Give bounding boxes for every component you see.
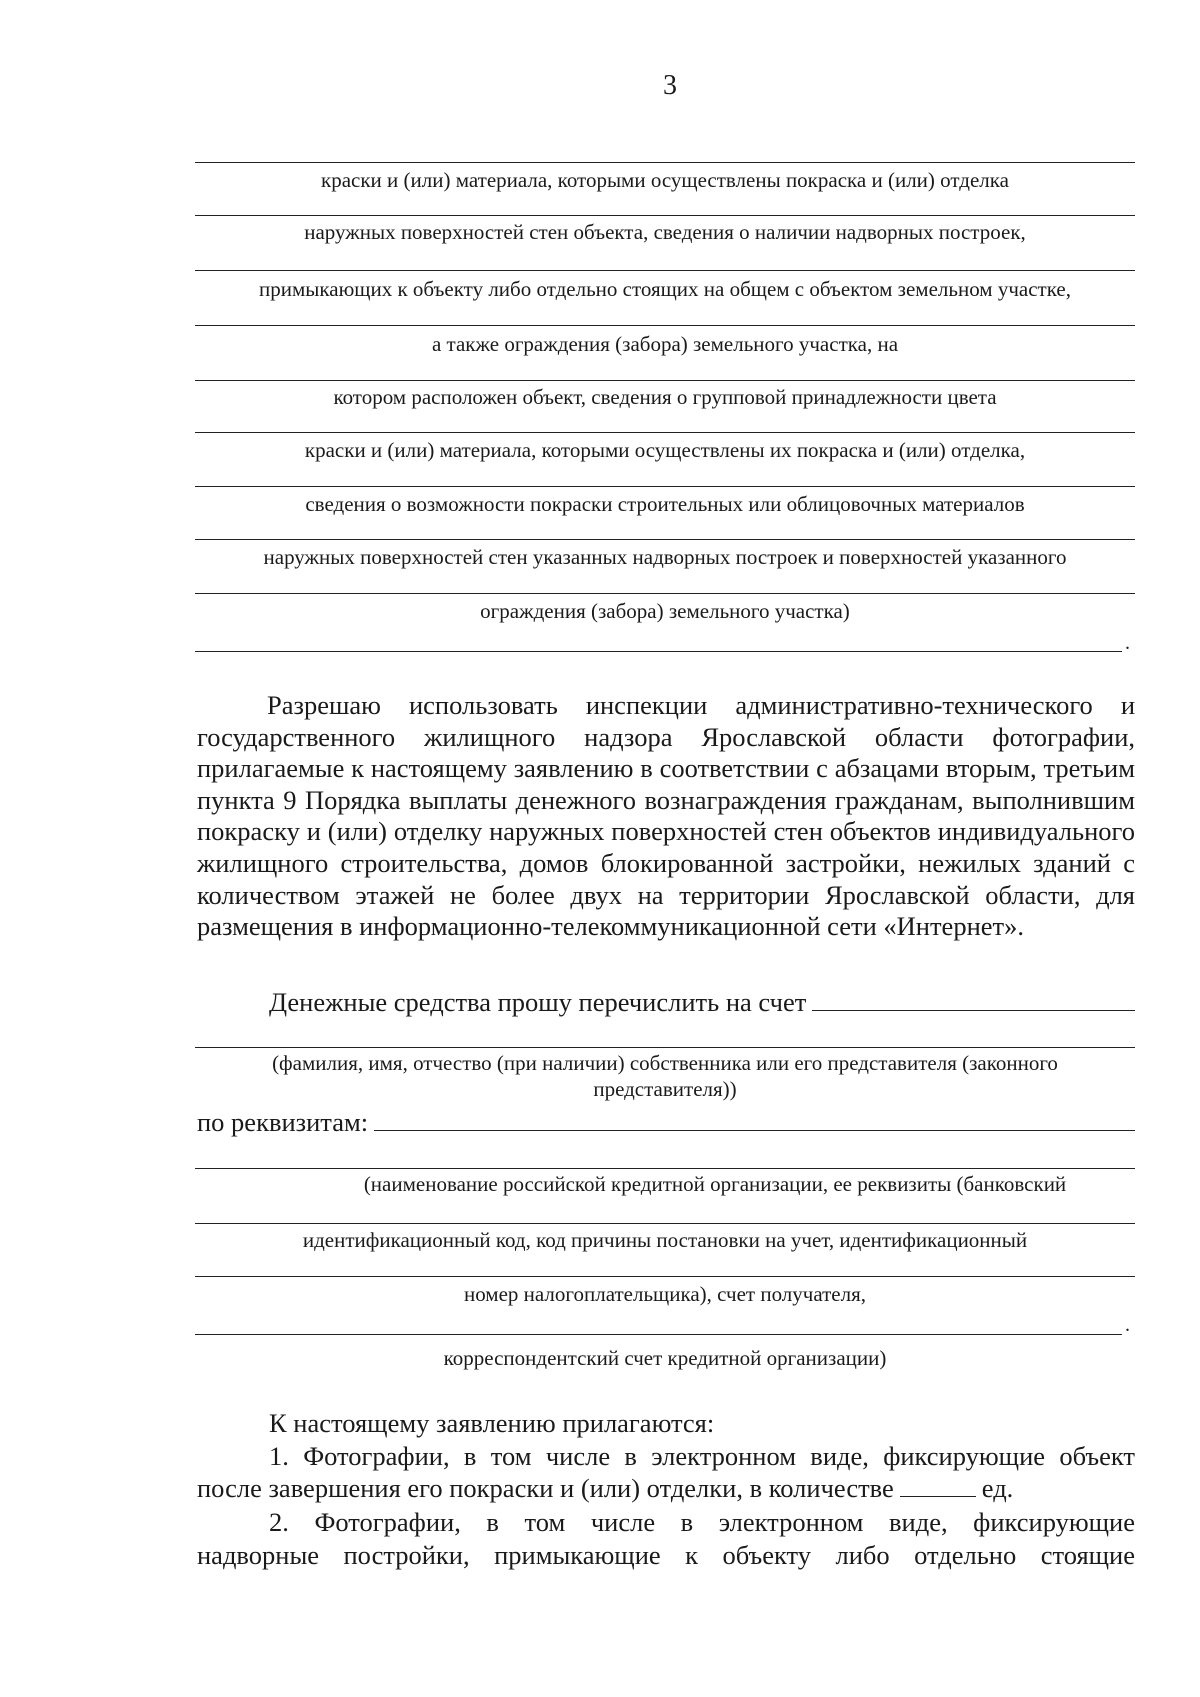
fill-line[interactable] [195,1223,1135,1224]
bank-caption: идентификационный код, код причины постановки на учет, идентификационный [302,1228,1028,1252]
requisites-label: по реквизитам: [197,1107,369,1137]
caption-line: примыкающих к объекту либо отдельно стоящих на общем с объектом земельном участке, [259,277,1071,301]
fill-line[interactable] [195,162,1135,163]
fill-line[interactable] [195,325,1135,326]
fill-line[interactable] [195,1047,1135,1048]
fill-line[interactable] [195,1276,1135,1277]
fill-line[interactable] [195,486,1135,487]
attachment-2-line-1: 2. Фотографии, в том числе в электронном виде, фиксирующие [269,1507,1135,1537]
fill-line[interactable] [195,593,1135,594]
caption-line: наружных поверхностей стен указанных надворных построек и поверхностей указанного [263,545,1067,569]
fill-line[interactable] [195,215,1135,216]
unit-label: ед. [981,1473,1014,1503]
fill-line[interactable] [195,270,1135,271]
caption-line: краски и (или) материала, которыми осуществлены покраска и (или) отделка [321,168,1009,192]
fill-line[interactable] [195,380,1135,381]
caption-line: а также ограждения (забора) земельного участка, на [431,332,899,356]
transfer-label: Денежные средства прошу перечислить на счет [269,987,807,1017]
bank-caption: номер налогоплательщика), счет получателя, [463,1282,867,1306]
caption-line: котором расположен объект, сведения о групповой принадлежности цвета [333,385,997,409]
fill-line[interactable] [195,1168,1135,1169]
bank-caption: (наименование российской кредитной организации, ее реквизиты (банковский [363,1172,1067,1196]
period-mark: . [1125,1314,1130,1336]
owner-caption: (фамилия, имя, отчество (при наличии) собственника или его представителя (законного [272,1051,1058,1075]
attachment-2-line-2: надворные постройки, примыкающие к объекту либо отдельно стоящие [197,1540,1135,1570]
attachment-1-line-1: 1. Фотографии, в том числе в электронном виде, фиксирующие объект [269,1441,1135,1471]
period-mark: . [1125,632,1130,654]
bank-caption: корреспондентский счет кредитной организации) [443,1346,887,1370]
caption-line: сведения о возможности покраски строительных или облицовочных материалов [305,492,1025,516]
caption-line: ограждения (забора) земельного участка) [480,599,850,623]
caption-line: наружных поверхностей стен объекта, сведения о наличии надворных построек, [304,220,1026,244]
fill-line[interactable] [195,651,1122,652]
account-field[interactable] [812,988,1135,1011]
fill-line[interactable] [195,1334,1122,1335]
requisites-field[interactable] [374,1108,1135,1131]
attachment-1-line-2 [197,1473,1135,1505]
fill-line[interactable] [195,432,1135,433]
caption-line: краски и (или) материала, которыми осуществлены их покраска и (или) отделка, [304,438,1026,462]
permission-paragraph: Разрешаю использовать инспекции административно-технического и государственного жилищного надзора Ярославской области фотографии, прилагаемые к настоящему заявлению в соответствии с абзацами вторым, третьим пункта 9 Порядка выплаты денежного вознаграждения гражданам, выполнившим покраску и (или) отделку наружных поверхностей стен объектов индивидуального жилищного строительства, домов блокированной застройки, нежилых зданий с количеством этажей не более двух на территории Ярославской области, для размещения в информационно-телекоммуникационной сети «Интернет». [197,690,1135,942]
attachment-1-text: после завершения его покраски и (или) отделки, в количестве [197,1473,894,1503]
fill-line[interactable] [195,539,1135,540]
requisites-row [197,1107,1135,1138]
owner-caption: представителя)) [593,1077,737,1101]
page-number: 3 [663,70,677,101]
photo-count-field[interactable] [900,1476,976,1497]
transfer-row [197,987,1135,1018]
attachments-heading: К настоящему заявлению прилагаются: [269,1408,715,1438]
